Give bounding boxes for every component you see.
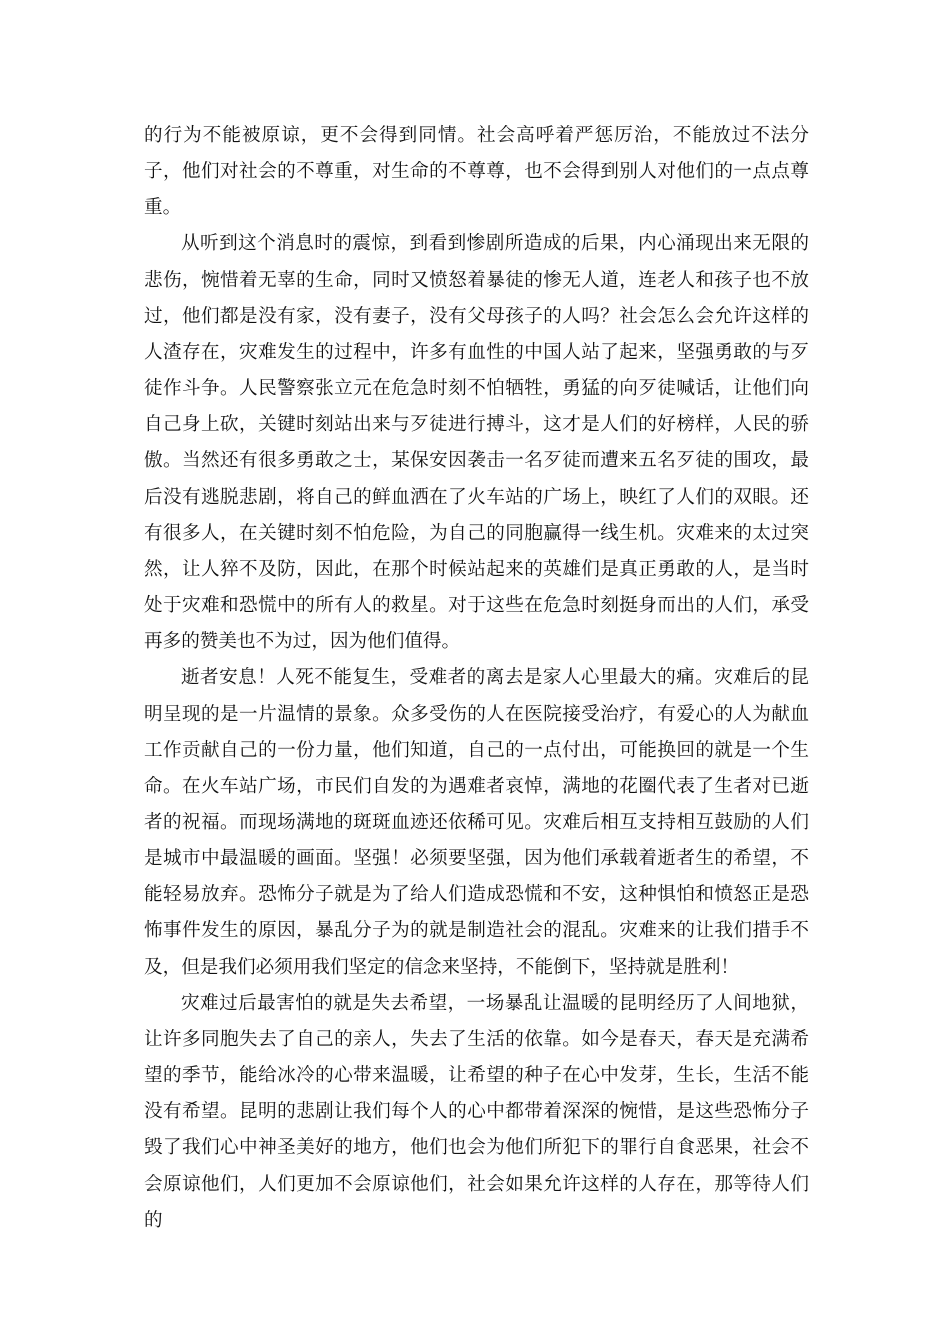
paragraph-heroes: 从听到这个消息时的震惊，到看到惨剧所造成的后果，内心涌现出来无限的悲伤，惋惜着无辜的生命，同时又愤怒着暴徒的惨无人道，连老人和孩子也不放过，他们都是没有家，没有妻子，没有父母孩子的人吗？社会怎么会允许这样的人渣存在，灾难发生的过程中，许多有血性的中国人站了起来，坚强勇敢的与歹徒作斗争。人民警察张立元在危急时刻不怕牺牲，勇猛的向歹徒喊话，让他们向自己身上砍，关键时刻站出来与歹徒进行搏斗，这才是人们的好榜样，人民的骄傲。当然还有很多勇敢之士，某保安因袭击一名歹徒而遭来五名歹徒的围攻，最后没有逃脱悲剧，将自己的鲜血洒在了火车站的广场上，映红了人们的双眼。还有很多人，在关键时刻不怕危险，为自己的同胞赢得一线生机。灾难来的太过突然，让人猝不及防，因此，在那个时候站起来的英雄们是真正勇敢的人，是当时处于灾难和恐慌中的所有人的救星。对于这些在危急时刻挺身而出的人们，承受再多的赞美也不为过，因为他们值得。 — [144, 233, 809, 653]
paragraph-continuation: 的行为不能被原谅，更不会得到同情。社会高呼着严惩厉治，不能放过不法分子，他们对社会的不尊重，对生命的不尊尊，也不会得到别人对他们的一点点尊重。 — [144, 125, 809, 219]
article-body — [144, 118, 809, 1239]
paragraph-hope: 灾难过后最害怕的就是失去希望，一场暴乱让温暖的昆明经历了人间地狱，让许多同胞失去了自己的亲人，失去了生活的依靠。如今是春天，春天是充满希望的季节，能给冰冷的心带来温暖，让希望的种子在心中发芽，生长，生活不能没有希望。昆明的悲剧让我们每个人的心中都带着深深的惋惜，是这些恐怖分子毁了我们心中神圣美好的地方，他们也会为他们所犯下的罪行自食恶果，社会不会原谅他们，人们更加不会原谅他们，社会如果允许这样的人存在，那等待人们的 — [144, 992, 809, 1231]
paragraph-mourning: 逝者安息！人死不能复生，受难者的离去是家人心里最大的痛。灾难后的昆明呈现的是一片温情的景象。众多受伤的人在医院接受治疗，有爱心的人为献血工作贡献自己的一份力量，他们知道，自己的一点付出，可能换回的就是一个生命。在火车站广场，市民们自发的为遇难者哀悼，满地的花圈代表了生者对已逝者的祝福。而现场满地的斑斑血迹还依稀可见。灾难后相互支持相互鼓励的人们是城市中最温暖的画面。坚强！必须要坚强，因为他们承载着逝者生的希望，不能轻易放弃。恐怖分子就是为了给人们造成恐慌和不安，这种惧怕和愤怒正是恐怖事件发生的原因，暴乱分子为的就是制造社会的混乱。灾难来的让我们措手不及，但是我们必须用我们坚定的信念来坚持，不能倒下，坚持就是胜利！ — [144, 667, 809, 978]
